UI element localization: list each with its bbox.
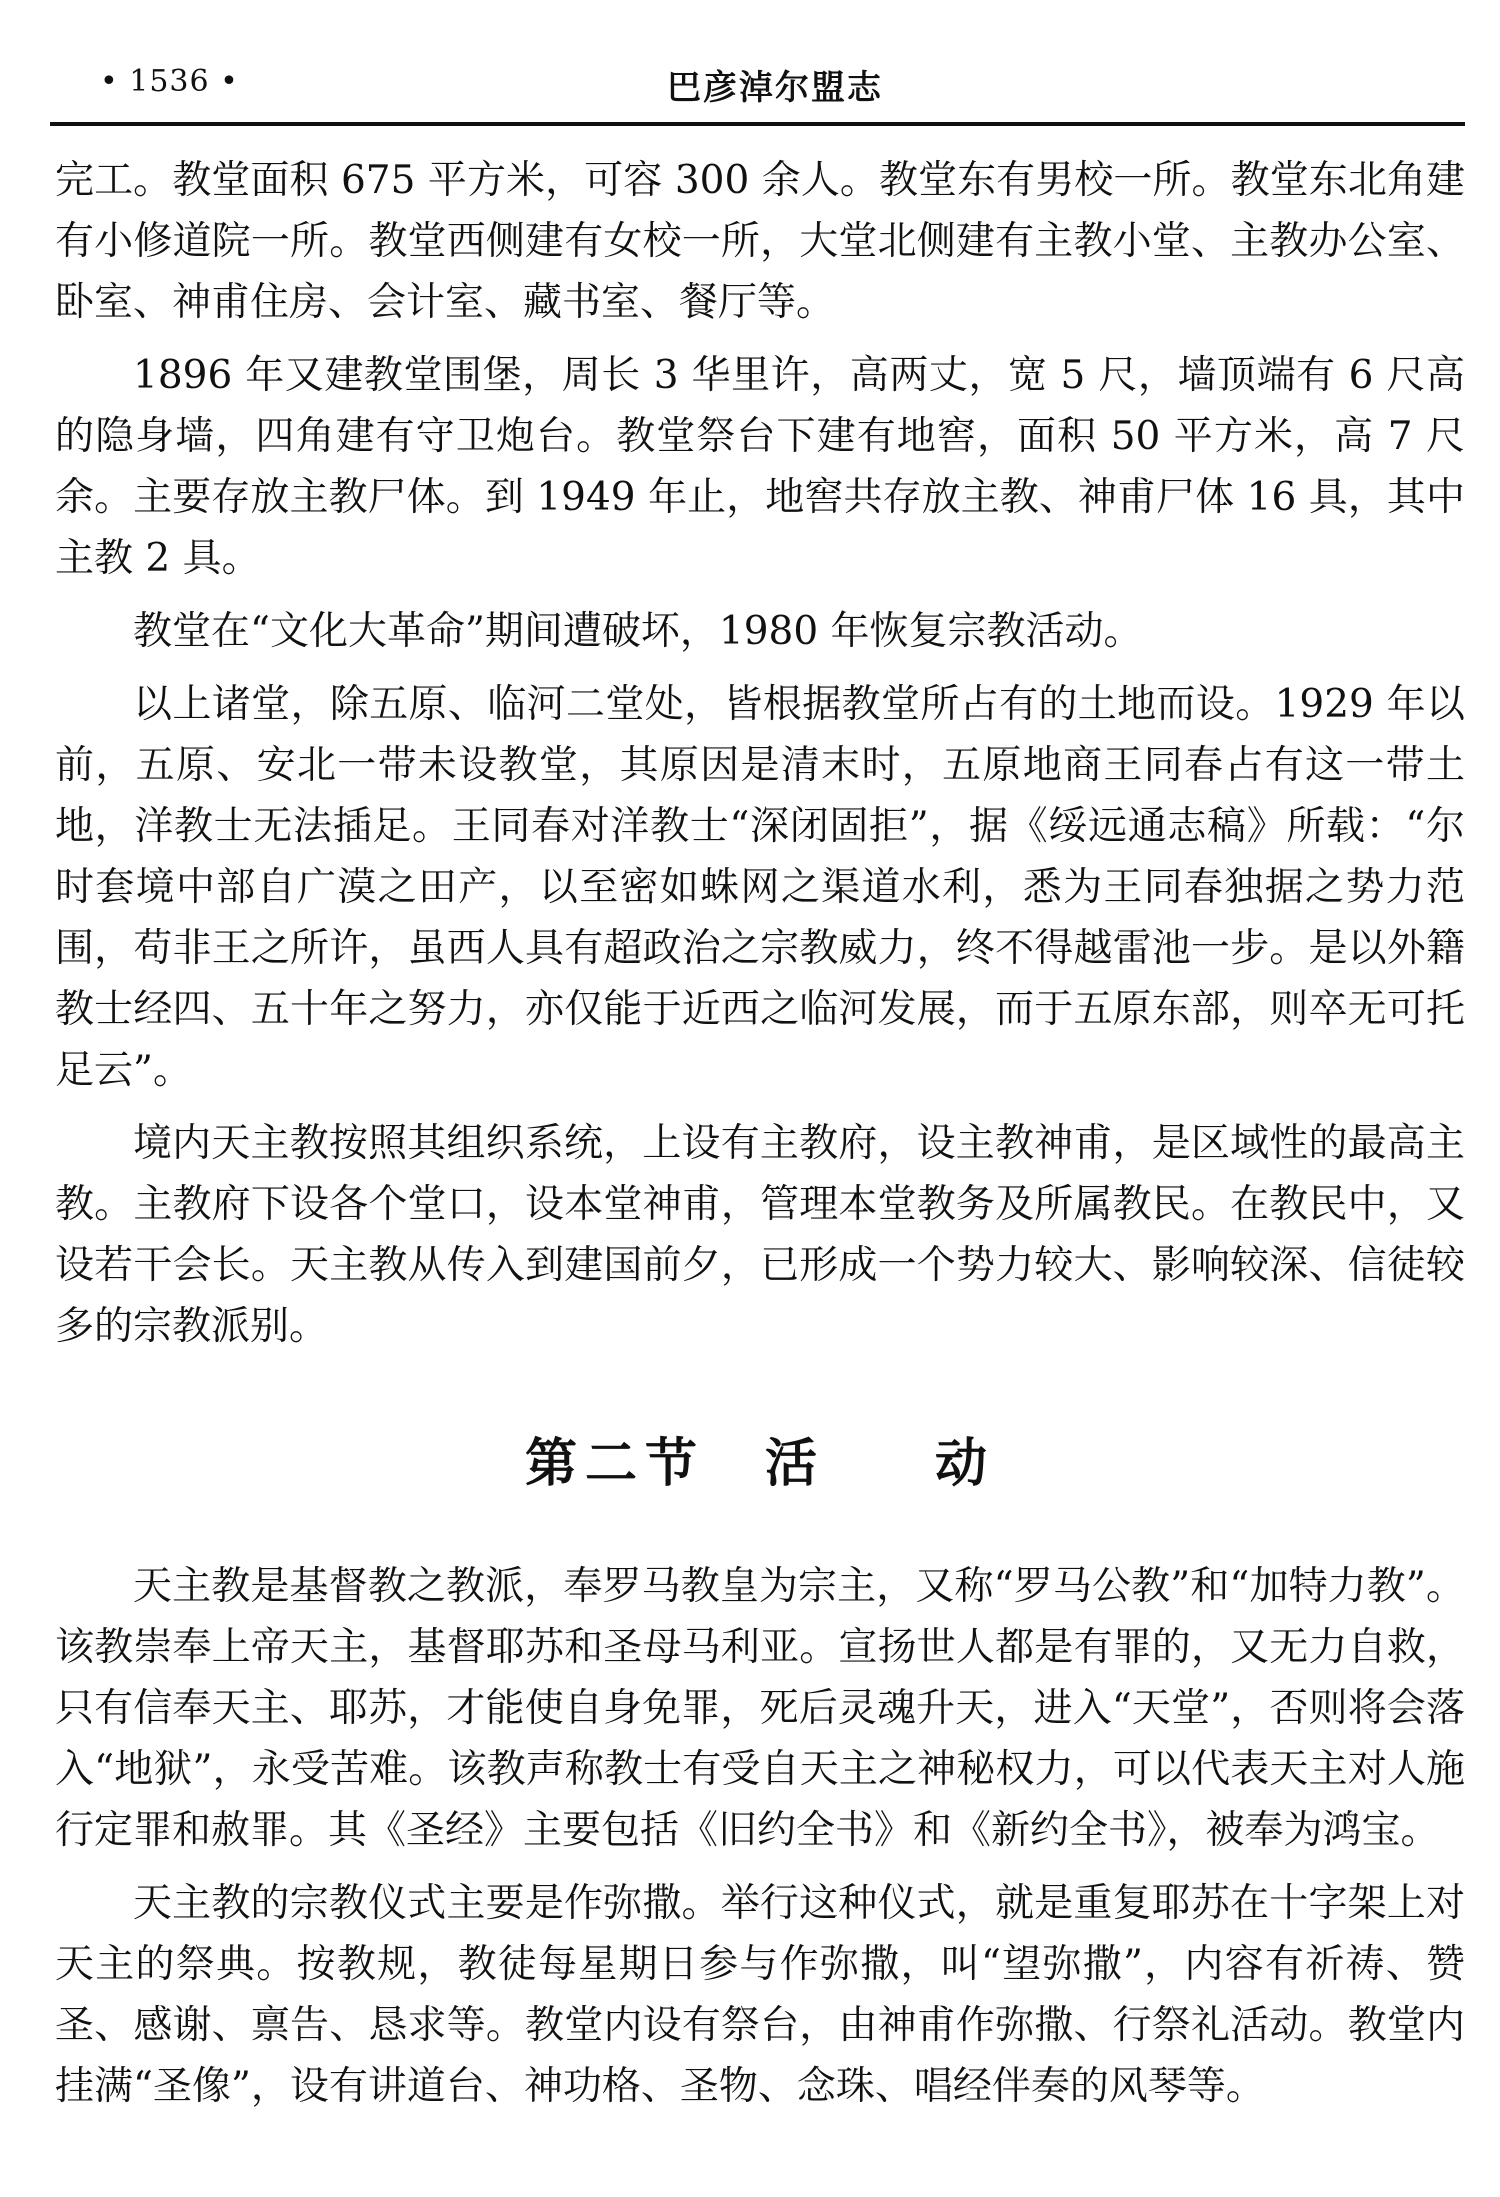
paragraph: 完工。教堂面积 675 平方米，可容 300 余人。教堂东有男校一所。教堂东北角建有小修道院一所。教堂西侧建有女校一所，大堂北侧建有主教小堂、主教办公室、卧室、神甫住房、会计室、藏书室、餐厅等。 [55,158,1465,325]
page-number: • 1536 • [100,64,239,99]
paragraph: 1896 年又建教堂围堡，周长 3 华里许，高两丈，宽 5 尺，墙顶端有 6 尺高的隐身墙，四角建有守卫炮台。教堂祭台下建有地窖，面积 50 平方米，高 7 尺余。主要存放主教尸体。到 1949 年止，地窖共存放主教、神甫尸体 16 具，其中主教 2 具。 [55,353,1465,581]
paragraph: 以上诸堂，除五原、临河二堂处，皆根据教堂所占有的土地而设。1929 年以前，五原、安北一带未设教堂，其原因是清末时，五原地商王同春占有这一带土地，洋教士无法插足。王同春对洋教士“深闭固拒”，据《绥远通志稿》所载：“尔时套境中部自广漠之田产，以至密如蛛网之渠道水利，悉为王同春独据之势力范围，苟非王之所许，虽西人具有超政治之宗教威力，终不得越雷池一步。是以外籍教士经四、五十年之努力，亦仅能于近西之临河发展，而于五原东部，则卒无可托足云”。 [55,682,1465,1093]
paragraph: 天主教的宗教仪式主要是作弥撒。举行这种仪式，就是重复耶苏在十字架上对天主的祭典。按教规，教徒每星期日参与作弥撒，叫“望弥撒”，内容有祈祷、赞圣、感谢、禀告、恳求等。教堂内设有祭台，由神甫作弥撒、行祭礼活动。教堂内挂满“圣像”，设有讲道台、神功格、圣物、念珠、唱经伴奏的风琴等。 [55,1881,1465,2109]
paragraph: 教堂在“文化大革命”期间遭破坏，1980 年恢复宗教活动。 [133,609,1143,654]
paragraph: 境内天主教按照其组织系统，上设有主教府，设主教神甫，是区域性的最高主教。主教府下设各个堂口，设本堂神甫，管理本堂教务及所属教民。在教民中，又设若干会长。天主教从传入到建国前夕，已形成一个势力较大、影响较深、信徒较多的宗教派别。 [55,1121,1465,1349]
header-rule [50,122,1465,126]
paragraph: 天主教是基督教之教派，奉罗马教皇为宗主，又称“罗马公教”和“加特力教”。该教崇奉上帝天主，基督耶苏和圣母马利亚。宣扬世人都是有罪的，又无力自救，只有信奉天主、耶苏，才能使自身免罪，死后灵魂升天，进入“天堂”，否则将会落入“地狱”，永受苦难。该教声称教士有受自天主之神秘权力，可以代表天主对人施行定罪和赦罪。其《圣经》主要包括《旧约全书》和《新约全书》，被奉为鸿宝。 [55,1564,1465,1853]
page-header [80,58,1470,118]
running-title: 巴彦淖尔盟志 [667,68,883,108]
section-number: 第二节 [524,1434,705,1494]
section-title-char: 动 [935,1434,996,1494]
section-title-char: 活 [764,1434,825,1494]
body-text [55,150,1465,2129]
section-heading [55,1421,1465,1496]
